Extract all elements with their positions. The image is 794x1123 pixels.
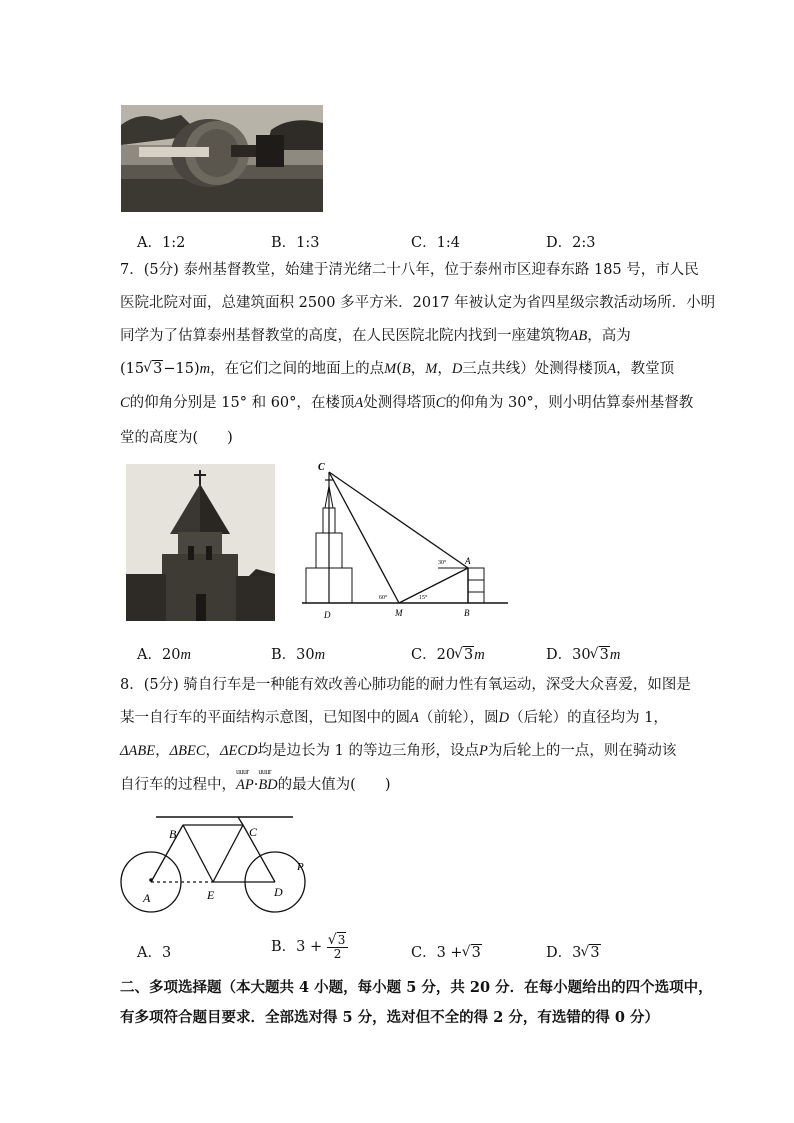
q7-geometry-diagram [298, 458, 512, 624]
church-photo [126, 464, 275, 621]
q7-option-c: C．20√ 3m [411, 643, 485, 664]
label-m: M [395, 608, 403, 618]
q7-text-line-1: 7．(5分) 泰州基督教堂，始建于清光绪二十八年，位于泰州市区迎春东路 185 号，市人民 [120, 262, 699, 278]
q8-option-b: B．3 + √ $\frac{3}{2}$ [271, 934, 348, 960]
label-a: A [465, 556, 471, 566]
bicycle-diagram [118, 810, 318, 920]
q8-text-line-2: 某一自行车的平面结构示意图，已知图中的圆A（前轮），圆D（后轮）的直径均为 1， [120, 710, 668, 726]
q8-text-line-1: 8．(5分) 骑自行车是一种能有效改善心肺功能的耐力性有氧运动，深受大众喜爱，如图是 [120, 677, 691, 693]
label-d: D [324, 610, 331, 620]
section-2-heading-line-2: 有多项符合题目要求．全部选对得 5 分，选对但不全的得 2 分，有选错的得 0 分） [120, 1009, 660, 1026]
label-b: B [464, 608, 470, 618]
label-b: B [169, 827, 177, 841]
stone-roller-photo [121, 105, 323, 212]
q7-text-line-6: 堂的高度为( ) [120, 430, 233, 446]
q8-option-a: A．3 [137, 945, 172, 961]
q8-text-line-3: ΔABE，ΔBEC，ΔECD均是边长为 1 的等边三角形，设点P为后轮上的一点，则在骑动该 [120, 743, 677, 759]
q8-option-d: D．3√ 3 [546, 941, 601, 962]
label-c: C [249, 825, 258, 839]
label-c: C [318, 462, 325, 473]
q7-text-line-5: C的仰角分别是 15° 和 60°，在楼顶A处测得塔顶C的仰角为 30°，则小明估算泰州基督教 [120, 395, 694, 411]
label-a: A [143, 891, 151, 905]
q7-option-a: A．20m [137, 647, 191, 663]
label-d: D [274, 885, 283, 899]
q7-option-d: D．30√ 3m [546, 643, 620, 664]
section-2-heading-line-1: 二、多项选择题（本大题共 4 小题，每小题 5 分，共 20 分．在每小题给出的四个选项中， [120, 979, 713, 996]
label-angle-60: 60° [379, 595, 388, 601]
label-angle-15: 15° [419, 595, 428, 601]
q6-option-d: D．2:3 [546, 235, 596, 251]
label-e: E [207, 888, 215, 902]
q7-text-line-4: (15√ 3−15)m，在它们之间的地面上的点M(B，M，D三点共线）处测得楼顶A，教堂顶 [120, 362, 674, 377]
q6-option-c: C．1:4 [411, 235, 460, 251]
q7-option-b: B．30m [271, 647, 326, 663]
label-p: P [297, 861, 304, 873]
q8-text-line-4: 自行车的过程中， uuur AP· uuur BD的最大值为( ) [120, 767, 391, 793]
label-angle-30: 30° [438, 560, 447, 566]
q6-option-a: A．1:2 [137, 235, 186, 251]
q7-text-line-2: 医院北院对面，总建筑面积 2500 多平方米．2017 年被认定为省四星级宗教活动场所．小明 [120, 295, 716, 311]
q6-option-b: B．1:3 [271, 235, 320, 251]
q7-text-line-3: 同学为了估算泰州基督教堂的高度，在人民医院北院内找到一座建筑物AB，高为 [120, 328, 631, 344]
q8-option-c: C．3 +√ 3 [411, 941, 482, 962]
